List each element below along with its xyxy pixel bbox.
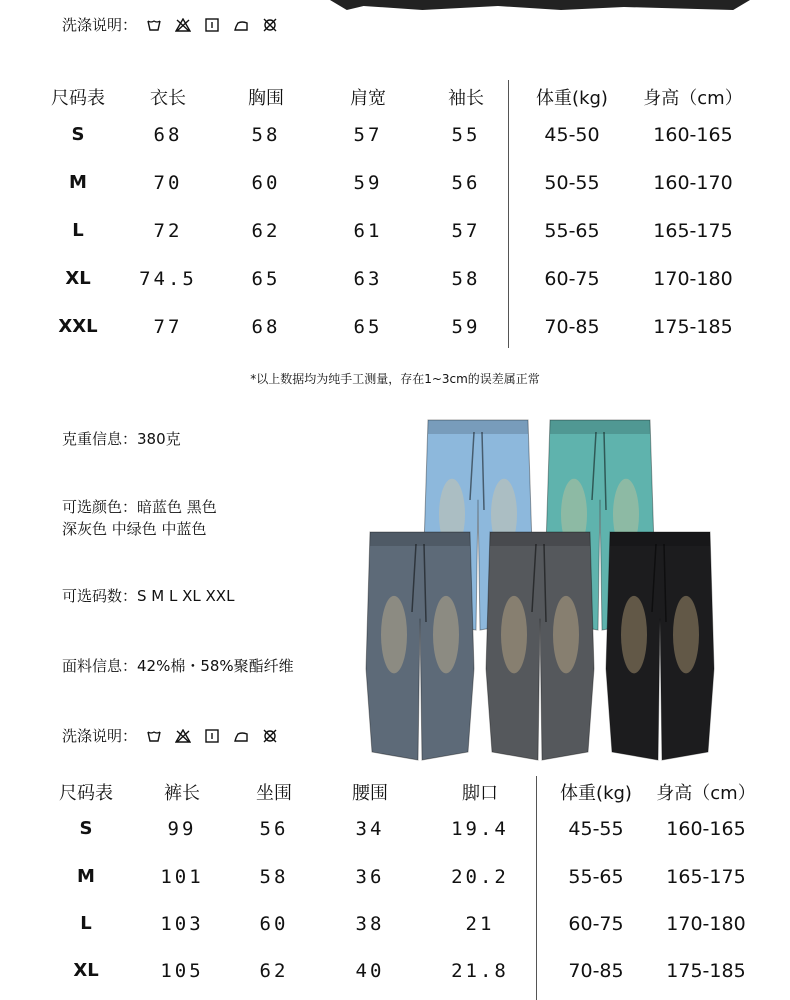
pants-3 xyxy=(366,532,474,760)
table-cell: 60 xyxy=(251,172,281,194)
color-options xyxy=(62,496,217,540)
table-cell: 59 xyxy=(353,172,383,194)
table-cell: 36 xyxy=(355,866,385,888)
color-options-line2: 深灰色 中绿色 中蓝色 xyxy=(62,520,207,538)
pants-5 xyxy=(606,532,714,760)
size-label: M xyxy=(77,866,95,887)
table-cell: 60 xyxy=(259,913,289,935)
column-header: 尺码表 xyxy=(59,783,113,804)
banner-graphic-top xyxy=(330,0,750,10)
table-cell: 55 xyxy=(451,124,481,146)
table-cell: 70-85 xyxy=(568,960,624,982)
size-label: L xyxy=(72,220,84,241)
no-dryclean-icon xyxy=(263,18,277,32)
table-cell: 70 xyxy=(153,172,183,194)
size-label: S xyxy=(71,124,85,145)
measurement-note: *以上数据均为纯手工测量，存在1~3cm的误差属正常 xyxy=(250,372,540,386)
wash-icon xyxy=(147,729,161,743)
table-cell: 57 xyxy=(451,220,481,242)
table-cell: 165-175 xyxy=(653,220,733,242)
table-cell: 56 xyxy=(259,818,289,840)
table-cell: 60-75 xyxy=(544,268,600,290)
tumble-dry-icon xyxy=(205,18,219,32)
table-cell: 105 xyxy=(160,960,204,982)
size-label: XL xyxy=(65,268,91,289)
table-cell: 19.4 xyxy=(451,818,509,840)
table-cell: 58 xyxy=(259,866,289,888)
size-options: 可选码数：S M L XL XXL xyxy=(62,587,235,605)
table-cell: 55-65 xyxy=(544,220,600,242)
table-cell: 50-55 xyxy=(544,172,600,194)
no-bleach-icon xyxy=(175,729,191,743)
column-header: 身高（cm） xyxy=(656,783,756,804)
tumble-dry-icon xyxy=(205,729,219,743)
column-header: 身高（cm） xyxy=(643,88,743,109)
table-cell: 99 xyxy=(167,818,197,840)
pants-product-image xyxy=(360,410,780,780)
wash-instructions-top xyxy=(62,14,277,35)
table-cell: 21 xyxy=(465,913,495,935)
table-cell: 170-180 xyxy=(666,913,746,935)
table-cell: 62 xyxy=(259,960,289,982)
column-header: 体重(kg) xyxy=(560,783,632,804)
table-cell: 20.2 xyxy=(451,866,509,888)
fabric-info: 面料信息：42%棉・58%聚酯纤维 xyxy=(62,657,294,675)
column-header: 坐围 xyxy=(256,783,292,804)
pants-4 xyxy=(486,532,594,760)
table-cell: 70-85 xyxy=(544,316,600,338)
table-cell: 68 xyxy=(153,124,183,146)
iron-icon xyxy=(233,18,249,32)
table-cell: 160-165 xyxy=(653,124,733,146)
color-options-line1: 可选颜色：暗蓝色 黑色 xyxy=(62,498,217,516)
table-cell: 60-75 xyxy=(568,913,624,935)
table-cell: 175-185 xyxy=(666,960,746,982)
table-cell: 61 xyxy=(353,220,383,242)
size-label: XXL xyxy=(58,316,98,337)
table-cell: 103 xyxy=(160,913,204,935)
table-cell: 160-170 xyxy=(653,172,733,194)
column-header: 尺码表 xyxy=(51,88,105,109)
column-header: 体重(kg) xyxy=(536,88,608,109)
table-cell: 68 xyxy=(251,316,281,338)
iron-icon xyxy=(233,729,249,743)
table-cell: 58 xyxy=(451,268,481,290)
wash-label: 洗涤说明： xyxy=(62,16,138,34)
weight-info: 克重信息：380克 xyxy=(62,430,181,448)
table-cell: 74.5 xyxy=(139,268,197,290)
table-cell: 45-50 xyxy=(544,124,600,146)
table-cell: 34 xyxy=(355,818,385,840)
wash-instructions-bottom xyxy=(62,725,277,746)
table-cell: 101 xyxy=(160,866,204,888)
column-header: 衣长 xyxy=(150,88,186,109)
size-label: M xyxy=(69,172,87,193)
column-header: 脚口 xyxy=(462,783,498,804)
size-label: S xyxy=(79,818,93,839)
table-cell: 72 xyxy=(153,220,183,242)
table-cell: 170-180 xyxy=(653,268,733,290)
table-cell: 40 xyxy=(355,960,385,982)
table-divider xyxy=(508,80,509,348)
table-cell: 165-175 xyxy=(666,866,746,888)
table-cell: 65 xyxy=(251,268,281,290)
table-cell: 65 xyxy=(353,316,383,338)
table-cell: 55-65 xyxy=(568,866,624,888)
table-cell: 38 xyxy=(355,913,385,935)
column-header: 胸围 xyxy=(248,88,284,109)
size-label: L xyxy=(80,913,92,934)
table-cell: 58 xyxy=(251,124,281,146)
column-header: 袖长 xyxy=(448,88,484,109)
wash-label: 洗涤说明： xyxy=(62,727,138,745)
table-cell: 57 xyxy=(353,124,383,146)
column-header: 肩宽 xyxy=(350,88,386,109)
column-header: 裤长 xyxy=(164,783,200,804)
table-cell: 59 xyxy=(451,316,481,338)
table-cell: 56 xyxy=(451,172,481,194)
column-header: 腰围 xyxy=(352,783,388,804)
table-cell: 63 xyxy=(353,268,383,290)
table-cell: 45-55 xyxy=(568,818,624,840)
table-cell: 21.8 xyxy=(451,960,509,982)
table-divider xyxy=(536,776,537,1000)
size-label: XL xyxy=(73,960,99,981)
no-dryclean-icon xyxy=(263,729,277,743)
table-cell: 175-185 xyxy=(653,316,733,338)
table-cell: 77 xyxy=(153,316,183,338)
wash-icon xyxy=(147,18,161,32)
table-cell: 62 xyxy=(251,220,281,242)
no-bleach-icon xyxy=(175,18,191,32)
table-cell: 160-165 xyxy=(666,818,746,840)
